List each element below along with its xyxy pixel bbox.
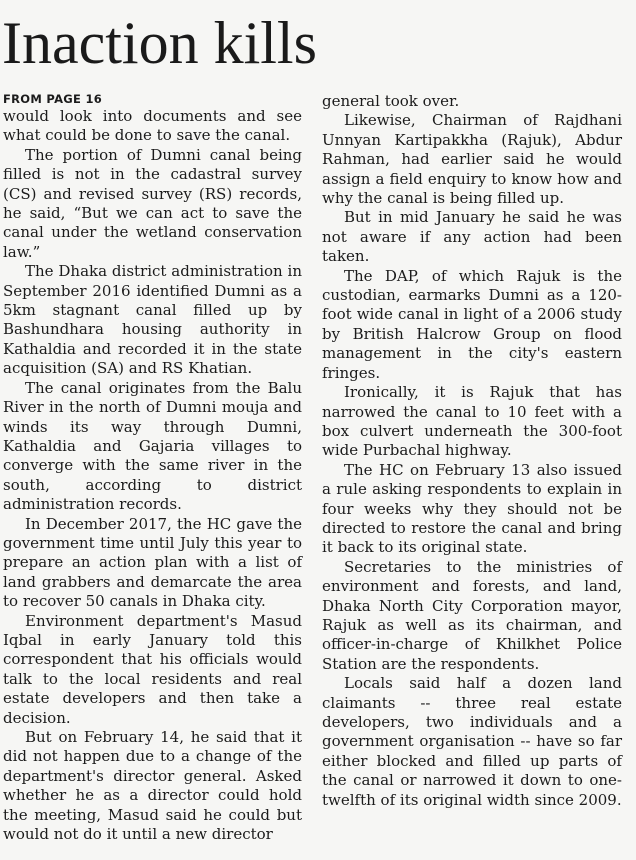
paragraph: The canal originates from the Balu River in the north of Dumni mouja and winds its way through Dumni, Kathaldia and Gajaria villages to converge with the same river in the south, according to district administration records. bbox=[3, 378, 302, 514]
paragraph: The HC on February 13 also issued a rule asking respondents to explain in four weeks why they should not be directed to restore the canal and bring it back to its original state. bbox=[322, 460, 622, 557]
paragraph: But in mid January he said he was not aware if any action had been taken. bbox=[322, 208, 622, 266]
paragraph: But on February 14, he said that it did not happen due to a change of the department's director general. Asked whether he as a director could hold the meeting, Masud said he could but would not do it until a new director bbox=[3, 728, 302, 844]
right-column bbox=[322, 92, 622, 810]
paragraph: In December 2017, the HC gave the government time until July this year to prepare an action plan with a list of land grabbers and demarcate the area to recover 50 canals in Dhaka city. bbox=[3, 514, 302, 611]
paragraph: The Dhaka district administration in September 2016 identified Dumni as a 5km stagnant canal filled up by Bashundhara housing authority in Kathaldia and recorded it in the state acquisition (SA) and RS Khatian. bbox=[3, 262, 302, 378]
paragraph: Environment department's Masud Iqbal in early January told this correspondent that his officials would talk to the local residents and real estate developers and then take a decision. bbox=[3, 611, 302, 727]
paragraph: would look into documents and see what could be done to save the canal. bbox=[3, 107, 302, 145]
paragraph: The DAP, of which Rajuk is the custodian, earmarks Dumni as a 120-foot wide canal in light of a 2006 study by British Halcrow Group on flood management in the city's eastern fringes. bbox=[322, 266, 622, 382]
paragraph: Secretaries to the ministries of environment and forests, and land, Dhaka North City Corporation mayor, Rajuk as well as its chairman, and officer-in-charge of Khilkhet Police Station are the respondents. bbox=[322, 557, 622, 673]
paragraph: general took over. bbox=[322, 92, 460, 110]
paragraph: Likewise, Chairman of Rajdhani Unnyan Kartipakkha (Rajuk), Abdur Rahman, had earlier said he would assign a field enquiry to know how and why the canal is being filled up. bbox=[322, 111, 622, 208]
column-divider bbox=[311, 96, 312, 848]
paragraph: The portion of Dumni canal being filled is not in the cadastral survey (CS) and revised survey (RS) records, he said, “But we can act to save the canal under the wetland conservation law.” bbox=[3, 145, 302, 261]
headline: Inaction kills bbox=[2, 10, 317, 76]
paragraph: Locals said half a dozen land claimants -- three real estate developers, two individuals and a government organisation -- have so far either blocked and filled up parts of the canal or narrowed it down to one-twelfth of its original width since 2009. bbox=[322, 674, 622, 809]
paragraph: Ironically, it is Rajuk that has narrowed the canal to 10 feet with a box culvert underneath the 300-foot wide Purbachal highway. bbox=[322, 383, 622, 460]
left-column bbox=[3, 92, 302, 844]
jump-kicker: FROM PAGE 16 bbox=[3, 92, 103, 106]
